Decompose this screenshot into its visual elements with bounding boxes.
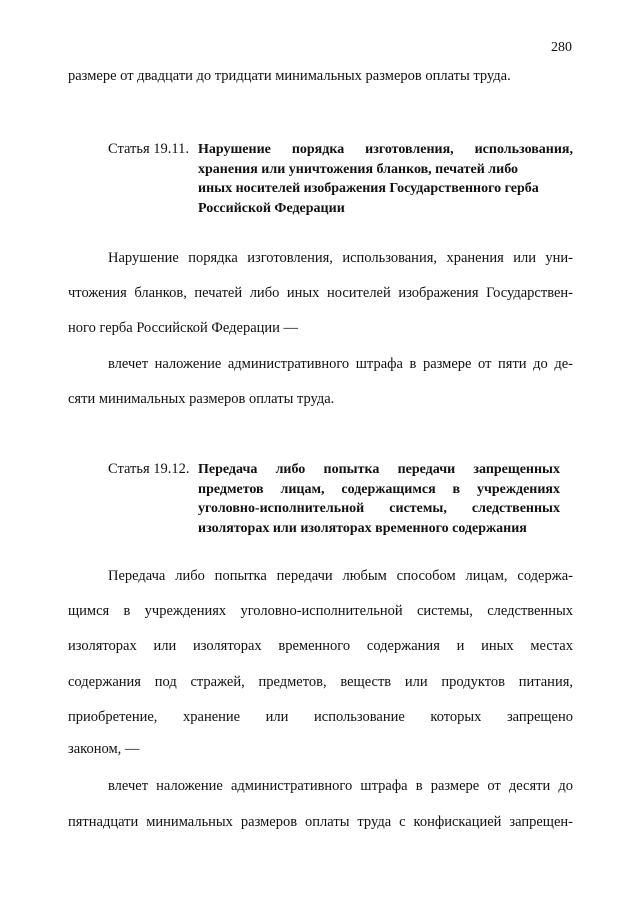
- intro-line: размере от двадцати до тридцати минимальных размеров оплаты труда.: [68, 68, 511, 84]
- title-line: иных носителей изображения Государственного герба: [198, 181, 539, 196]
- title-line: Нарушение порядка изготовления, использования,: [198, 142, 573, 157]
- body-line: содержания под стражей, предметов, веществ или продуктов питания,: [68, 674, 573, 690]
- article-title: [198, 460, 560, 538]
- title-line: Передача либо попытка передачи запрещенных: [198, 462, 560, 477]
- penalty-line: пятнадцати минимальных размеров оплаты труда с конфискацией запрещен-: [68, 814, 573, 830]
- body-line: законом, —: [68, 741, 140, 757]
- title-line: уголовно-исполнительной системы, следственных: [198, 501, 560, 516]
- body-line: Нарушение порядка изготовления, использования, хранения или уни-: [108, 250, 573, 266]
- body-line: ного герба Российской Федерации —: [68, 320, 299, 336]
- body-line: приобретение, хранение или использование которых запрещено: [68, 709, 573, 725]
- body-line: щимся в учреждениях уголовно-исполнительной системы, следственных: [68, 603, 573, 619]
- title-line: предметов лицам, содержащимся в учреждениях: [198, 481, 560, 497]
- title-line: изоляторах или изоляторах временного содержания: [198, 520, 527, 536]
- penalty-line: влечет наложение административного штрафа в размере от десяти до: [108, 778, 573, 794]
- body-line: Передача либо попытка передачи любым способом лицам, содержа-: [108, 568, 573, 584]
- article-label: Статья 19.11.: [108, 141, 190, 157]
- article-label: Статья 19.12.: [108, 461, 190, 477]
- penalty-line: сяти минимальных размеров оплаты труда.: [68, 391, 335, 407]
- article-title: [198, 140, 573, 218]
- page-number: 280: [551, 40, 572, 55]
- title-line: Российской Федерации: [198, 200, 345, 216]
- body-line: чтожения бланков, печатей либо иных носителей изображения Государствен-: [68, 285, 573, 301]
- body-line: изоляторах или изоляторах временного содержания и иных местах: [68, 638, 573, 654]
- penalty-line: влечет наложение административного штрафа в размере от пяти до де-: [108, 356, 573, 372]
- title-line: хранения или уничтожения бланков, печатей либо: [198, 161, 519, 177]
